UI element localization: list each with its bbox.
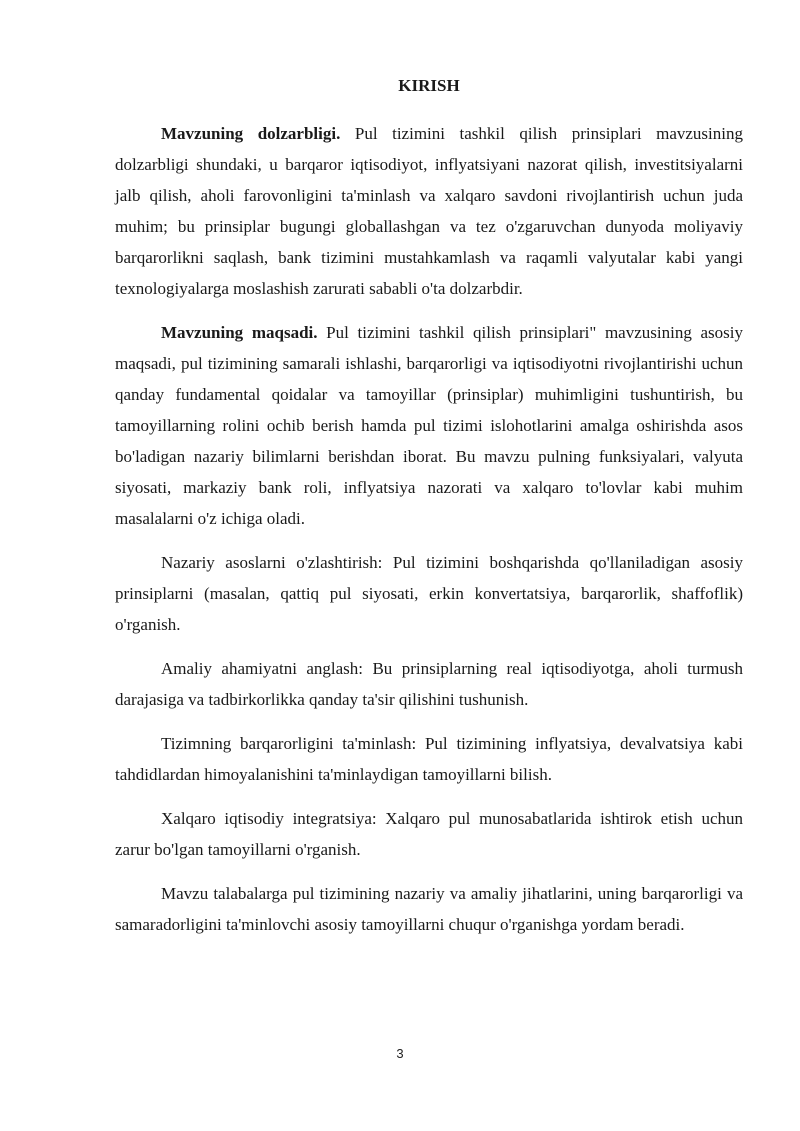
paragraph-text: Xalqaro iqtisodiy integratsiya: Xalqaro pul munosabatlarida ishtirok etish uchun zarur bo'lgan tamoyillarni o'rganish. bbox=[115, 809, 743, 859]
paragraph-theory bbox=[115, 547, 743, 640]
paragraph-text: Amaliy ahamiyatni anglash: Bu prinsiplarning real iqtisodiyotga, aholi turmush darajasiga va tadbirkorlikka qanday ta'sir qilishini tushunish. bbox=[115, 659, 743, 709]
paragraph-relevance bbox=[115, 118, 743, 304]
paragraph-text: Nazariy asoslarni o'zlashtirish: Pul tizimini boshqarishda qo'llaniladigan asosiy prinsiplarni (masalan, qattiq pul siyosati, erkin konvertatsiya, barqarorlik, shaffoflik) o'rganish. bbox=[115, 553, 743, 634]
document-page bbox=[115, 74, 743, 953]
paragraph-stability bbox=[115, 728, 743, 790]
paragraph-conclusion bbox=[115, 878, 743, 940]
paragraph-text: Pul tizimini tashkil qilish prinsiplari" mavzusining asosiy maqsadi, pul tizimining samarali ishlashi, barqarorligi va iqtisodiyotni rivojlantirishi uchun qanday fundamental qoidalar va tamoyillar (prinsiplar) muhimligini tushuntirish, bu tamoyillarning rolini ochib berish hamda pul tizimi islohotlarini amalga oshirishda asos bo'ladigan nazariy bilimlarni berishdan iborat. Bu mavzu pulning funksiyalari, valyuta siyosati, markaziy bank roli, inflyatsiya nazorati va xalqaro to'lovlar kabi muhim masalalarni o'z ichiga oladi. bbox=[115, 323, 743, 528]
page-number: 3 bbox=[396, 1046, 404, 1061]
paragraph-text: Pul tizimini tashkil qilish prinsiplari mavzusining dolzarbligi shundaki, u barqaror iqtisodiyot, inflyatsiyani nazorat qilish, investitsiyalarni jalb qilish, aholi farovonligini ta'minlash va xalqaro savdoni rivojlantirish uchun juda muhim; bu prinsiplar bugungi globallashgan va tez o'zgaruvchan dunyoda moliyaviy barqarorlikni saqlash, bank tizimini mustahkamlash va raqamli valyutalar kabi yangi texnologiyalarga moslashish zarurati sababli o'ta dolzarbdir. bbox=[115, 124, 743, 298]
paragraph-lead: Mavzuning dolzarbligi. bbox=[161, 124, 341, 143]
paragraph-practice bbox=[115, 653, 743, 715]
paragraph-integration bbox=[115, 803, 743, 865]
paragraph-text: Mavzu talabalarga pul tizimining nazariy va amaliy jihatlarini, uning barqarorligi va samaradorligini ta'minlovchi asosiy tamoyillarni chuqur o'rganishga yordam beradi. bbox=[115, 884, 743, 934]
paragraph-lead: Mavzuning maqsadi. bbox=[161, 323, 318, 342]
paragraph-text: Tizimning barqarorligini ta'minlash: Pul tizimining inflyatsiya, devalvatsiya kabi tahdidlardan himoyalanishini ta'minlaydigan tamoyillarni bilish. bbox=[115, 734, 743, 784]
paragraph-goal bbox=[115, 317, 743, 534]
page-title: KIRISH bbox=[398, 76, 460, 95]
